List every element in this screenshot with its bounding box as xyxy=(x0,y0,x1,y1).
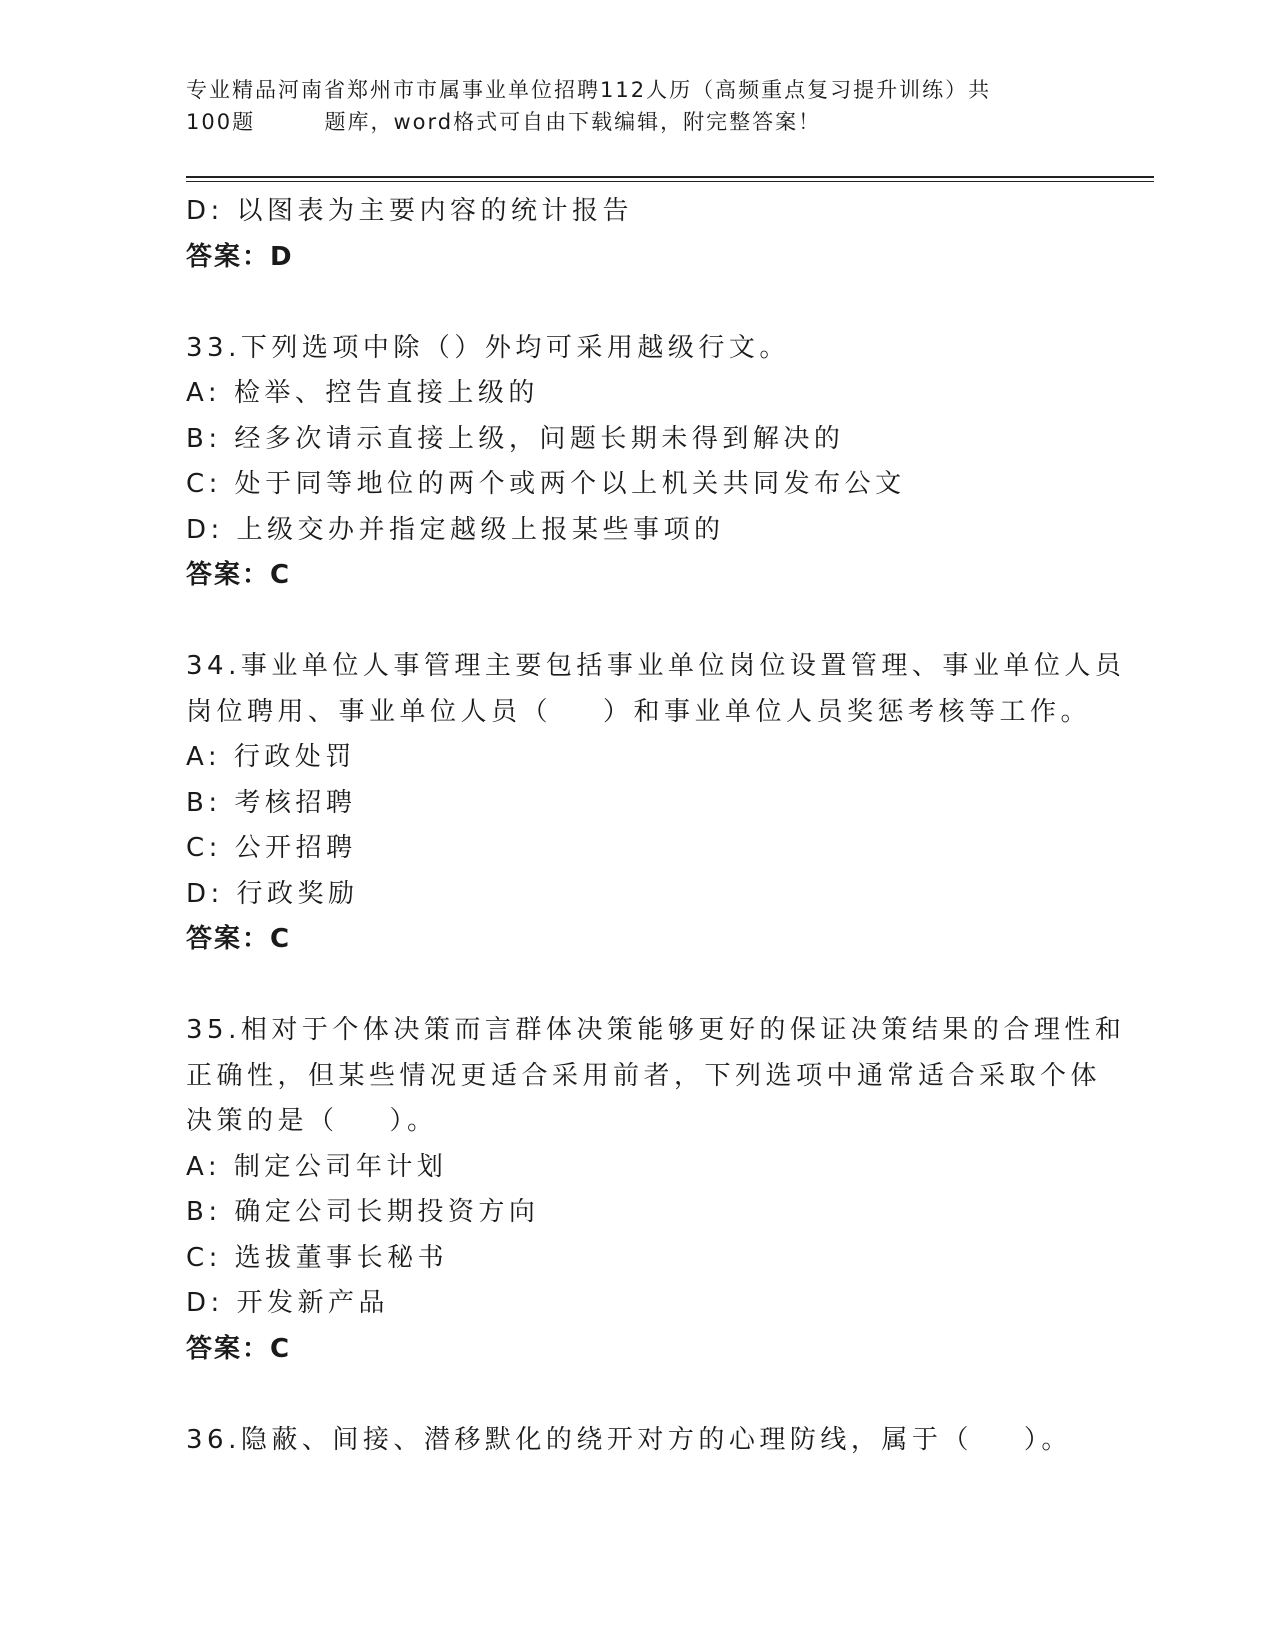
q35-answer: 答案：C xyxy=(186,1333,292,1364)
q35-option-c: C: 选拔董事长秘书 xyxy=(186,1242,449,1273)
q36-stem: 36.隐蔽、间接、潜移默化的绕开对方的心理防线，属于（ ）。 xyxy=(186,1424,1072,1455)
spacer xyxy=(186,963,1086,1009)
header-rule-thin xyxy=(186,181,1154,182)
q35-option-b: B: 确定公司长期投资方向 xyxy=(186,1197,540,1227)
q35-stem-line-3: 决策的是（ ）。 xyxy=(186,1106,438,1136)
q32-option-d: D: 以图表为主要内容的统计报告 xyxy=(186,196,634,226)
q34-stem-line-2: 岗位聘用、事业单位人员（ ）和事业单位人员奖惩考核等工作。 xyxy=(186,696,1092,727)
spacer xyxy=(186,599,1086,645)
q34-option-d: D: 行政奖励 xyxy=(186,878,359,909)
spacer xyxy=(186,280,1086,326)
q35-option-a: A: 制定公司年计划 xyxy=(186,1151,448,1182)
spacer xyxy=(186,1372,1086,1418)
q33-stem: 33.下列选项中除（）外均可采用越级行文。 xyxy=(186,332,790,363)
header-rule-thick xyxy=(186,176,1154,178)
q32-answer: 答案：D xyxy=(186,241,294,272)
q33-option-d: D: 上级交办并指定越级上报某些事项的 xyxy=(186,514,725,545)
question-list xyxy=(186,189,1126,1463)
q34-option-c: C: 公开招聘 xyxy=(186,833,357,863)
q34-option-a: A: 行政处罚 xyxy=(186,742,356,772)
header-title-line-1: 专业精品河南省郑州市市属事业单位招聘112人历（高频重点复习提升训练）共 xyxy=(186,78,992,102)
q34-option-b: B: 考核招聘 xyxy=(186,787,357,818)
q33-option-b: B: 经多次请示直接上级，问题长期未得到解决的 xyxy=(186,423,845,454)
q33-option-c: C: 处于同等地位的两个或两个以上机关共同发布公文 xyxy=(186,469,906,499)
q34-answer: 答案：C xyxy=(186,924,292,954)
q35-stem-line-2: 正确性，但某些情况更适合采用前者，下列选项中通常适合采取个体 xyxy=(186,1060,1102,1091)
q35-stem-line-1: 35.相对于个体决策而言群体决策能够更好的保证决策结果的合理性和 xyxy=(186,1015,1126,1045)
header-title-line-2: 100题 题库，word格式可自由下载编辑，附完整答案！ xyxy=(186,110,822,134)
document-header xyxy=(186,74,1066,138)
q33-answer: 答案：C xyxy=(186,560,292,590)
q33-option-a: A: 检举、控告直接上级的 xyxy=(186,378,539,408)
q34-stem-line-1: 34.事业单位人事管理主要包括事业单位岗位设置管理、事业单位人员 xyxy=(186,651,1126,681)
q35-option-d: D: 开发新产品 xyxy=(186,1288,390,1318)
